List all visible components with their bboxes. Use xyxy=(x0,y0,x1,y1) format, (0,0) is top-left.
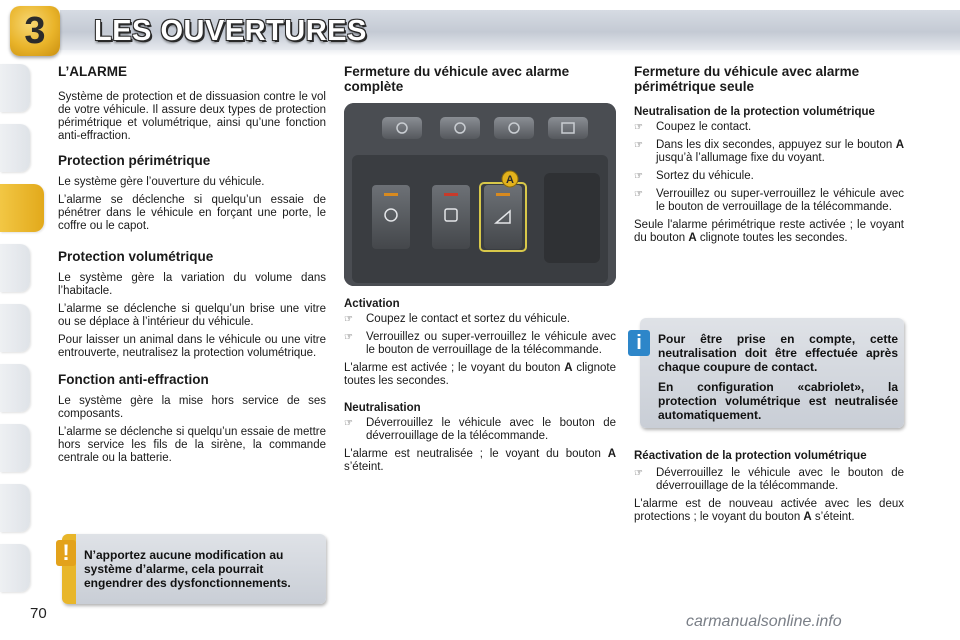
volumetric-text-2: L’alarme se déclenche si quelqu’un brise une vitre ou se déplace à l’intérieur du véhicule. xyxy=(58,303,326,328)
alarm-heading: L’ALARME xyxy=(58,64,127,79)
pointing-hand-icon: ☞ xyxy=(634,189,643,200)
full-alarm-heading: Fermeture du véhicule avec alarme complète xyxy=(344,64,570,94)
reactivation-step: ☞ Déverrouillez le véhicule avec le bouton de déverrouillage de la télécommande. xyxy=(634,467,904,492)
dashboard-illustration xyxy=(344,103,616,286)
chapter-tab xyxy=(0,544,30,592)
alarm-intro: Système de protection et de dissuasion contre le vol de votre véhicule. Il assure deux types de protection périmétrique et volumétrique, ainsi qu’une fonction anti-effraction. xyxy=(58,91,326,142)
pointing-hand-icon: ☞ xyxy=(634,140,643,151)
volumetric-neutralisation-heading: Neutralisation de la protection volumétrique xyxy=(634,106,875,118)
neutralisation-heading: Neutralisation xyxy=(344,402,421,414)
reactivation-heading: Réactivation de la protection volumétrique xyxy=(634,450,867,462)
neutralisation-step: ☞ Dans les dix secondes, appuyez sur le bouton A jusqu’à l’allumage fixe du voyant. xyxy=(634,139,904,164)
activation-heading: Activation xyxy=(344,298,400,310)
chapter-tab xyxy=(0,244,30,292)
column-middle xyxy=(344,60,616,102)
volumetric-text-1: Le système gère la variation du volume dans l’habitacle. xyxy=(58,272,326,297)
chapter-number: 3 xyxy=(24,10,46,52)
perimeter-text-1: Le système gère l’ouverture du véhicule. xyxy=(58,176,265,188)
anti-tamper-heading: Fonction anti-effraction xyxy=(58,372,209,387)
dashboard-photo xyxy=(344,103,616,286)
reactivation-status: L'alarme est de nouveau activée avec les deux protections ; le voyant du bouton A s’éteint. xyxy=(634,498,904,523)
column-middle-body xyxy=(344,298,616,479)
button-a-label: A xyxy=(506,174,514,186)
pointing-hand-icon: ☞ xyxy=(634,122,643,133)
info-text-1: Pour être prise en compte, cette neutralisation doit être effectuée après chaque coupure de contact. xyxy=(658,332,898,374)
warning-box xyxy=(62,534,326,604)
chapter-tab-active xyxy=(0,184,44,232)
chapter-tab xyxy=(0,124,30,172)
perimeter-heading: Protection périmétrique xyxy=(58,153,211,168)
pointing-hand-icon: ☞ xyxy=(634,468,643,479)
anti-tamper-text-2: L’alarme se déclenche si quelqu’un essaie de mettre hors service les fils de la sirène, la commande centrale ou la batterie. xyxy=(58,426,326,464)
volumetric-text-3: Pour laisser un animal dans le véhicule ou une vitre entrouverte, neutralisez la protection volumétrique. xyxy=(58,334,326,359)
chapter-badge xyxy=(10,6,60,56)
chapter-tab xyxy=(0,484,30,532)
neutralisation-step: ☞ Coupez le contact. xyxy=(634,121,752,133)
pointing-hand-icon: ☞ xyxy=(344,314,353,325)
activation-step: ☞ Verrouillez ou super-verrouillez le véhicule avec le bouton de verrouillage de la télécommande. xyxy=(344,331,616,356)
page-number: 70 xyxy=(30,605,47,622)
column-right xyxy=(634,60,904,250)
info-icon: i xyxy=(628,330,650,356)
chapter-tab xyxy=(0,364,30,412)
perimeter-only-status: Seule l'alarme périmétrique reste activée ; le voyant du bouton A clignote toutes les secondes. xyxy=(634,219,904,244)
neutralisation-step: ☞ Sortez du véhicule. xyxy=(634,170,754,182)
chapter-tab xyxy=(0,64,30,112)
activation-step: ☞ Coupez le contact et sortez du véhicule. xyxy=(344,313,570,325)
chapter-tab xyxy=(0,424,30,472)
activation-status: L'alarme est activée ; le voyant du bouton A clignote toutes les secondes. xyxy=(344,362,616,387)
neutralisation-step: ☞ Déverrouillez le véhicule avec le bouton de déverrouillage de la télécommande. xyxy=(344,417,616,442)
pointing-hand-icon: ☞ xyxy=(344,418,353,429)
chapter-tab xyxy=(0,304,30,352)
watermark: carmanualsonline.info xyxy=(686,613,842,630)
column-left xyxy=(58,60,326,470)
perimeter-only-heading: Fermeture du véhicule avec alarme périmétrique seule xyxy=(634,64,860,94)
column-right-bottom xyxy=(634,450,904,529)
info-box xyxy=(640,318,904,428)
page-header xyxy=(0,0,960,64)
perimeter-text-2: L’alarme se déclenche si quelqu’un essaie de pénétrer dans le véhicule en forçant une porte, le coffre ou le capot. xyxy=(58,194,326,232)
page-title: LES OUVERTURES xyxy=(94,15,367,47)
anti-tamper-text-1: Le système gère la mise hors service de ses composants. xyxy=(58,395,326,420)
volumetric-heading: Protection volumétrique xyxy=(58,249,214,264)
info-text-2: En configuration «cabriolet», la protection volumétrique est neutralisée automatiquement. xyxy=(658,380,898,422)
neutralisation-step: ☞ Verrouillez ou super-verrouillez le véhicule avec le bouton de verrouillage de la télécommande. xyxy=(634,188,904,213)
neutralisation-status: L'alarme est neutralisée ; le voyant du bouton A s’éteint. xyxy=(344,448,616,473)
warning-text: N’apportez aucune modification au système d’alarme, cela pourrait engendrer des dysfonctionnements. xyxy=(84,548,291,590)
pointing-hand-icon: ☞ xyxy=(634,171,643,182)
pointing-hand-icon: ☞ xyxy=(344,332,353,343)
warning-icon: ! xyxy=(56,540,76,566)
